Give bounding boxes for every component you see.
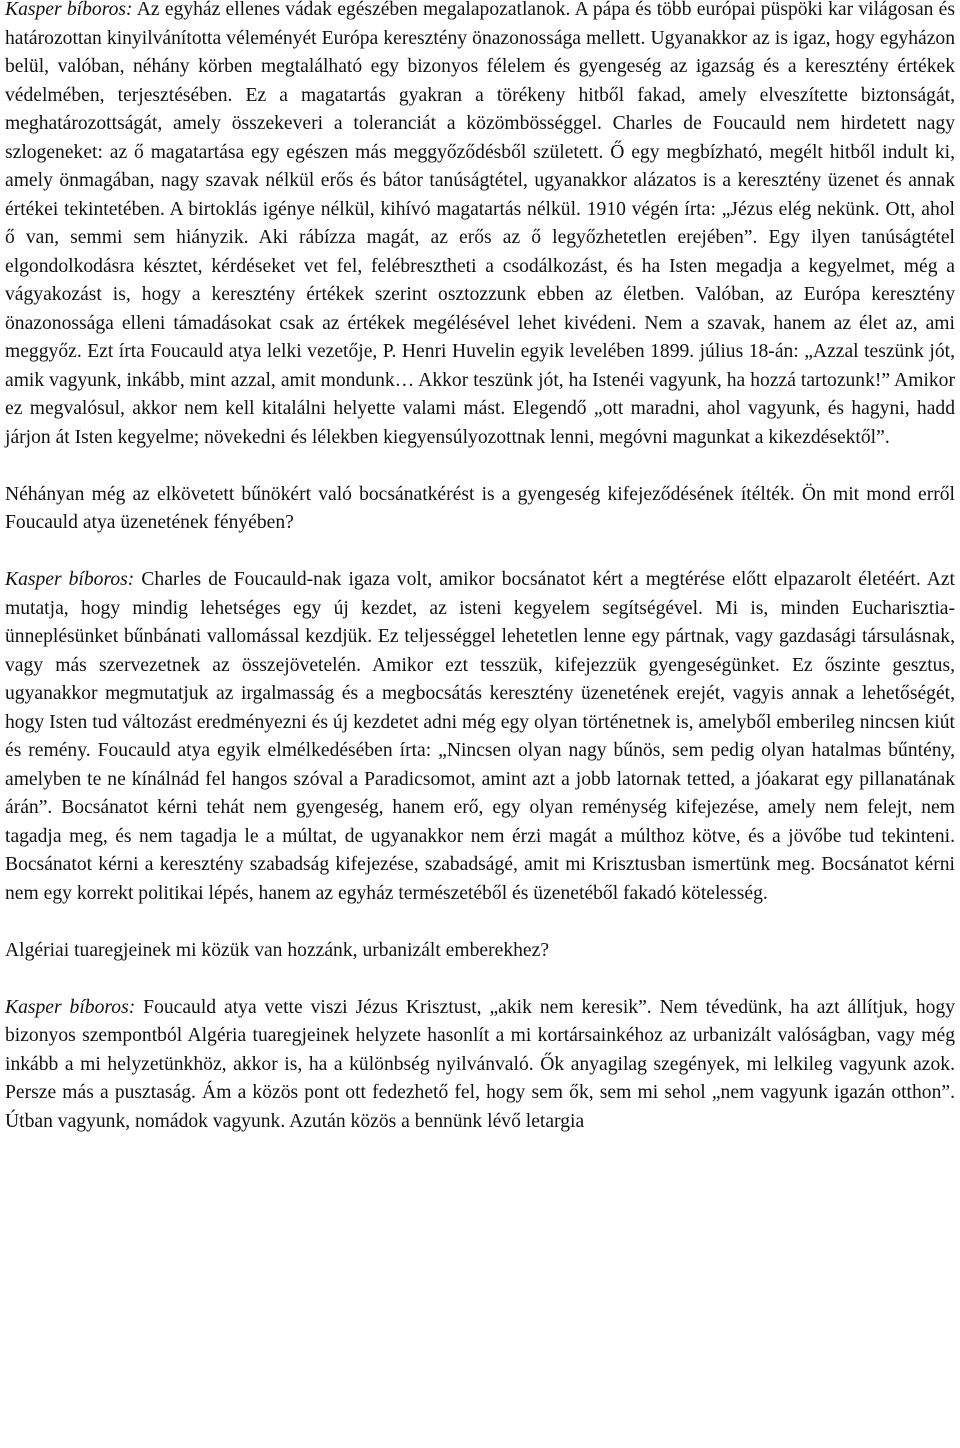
speaker-label: Kasper bíboros: bbox=[5, 0, 133, 20]
paragraph-answer-3 bbox=[5, 994, 955, 1137]
paragraph-text: Charles de Foucauld-nak igaza volt, amikor bocsánatot kért a megtérése előtt elpazarolt életéért. Azt mutatja, hogy mindig lehetséges egy új kezdet, az isteni kegyelem segítségével. Mi is, minden Eucharisztia-ünneplésünket bűnbánati vallomással kezdjük. Ez teljességgel lehetetlen lenne egy pártnak, vagy gazdasági társulásnak, vagy más szervezetnek az összejövetelén. Amikor ezt tesszük, kifejezzük gyengeségünket. Ez őszinte gesztus, ugyanakkor megmutatjuk az irgalmasság és a megbocsátás keresztény üzenetének erejét, vagyis annak a lehetőségét, hogy Isten tud változást eredményezni és új kezdetet adni még egy olyan történetnek is, amelyből emberileg nincsen kiút és remény. Foucauld atya egyik elmélkedésében írta: „Nincsen olyan nagy bűnös, sem pedig olyan hatalmas bűntény, amelyben te ne kínálnád fel hangos szóval a Paradicsomot, amint azt a jobb latornak tetted, a jóakarat egy pillanatának árán”. Bocsánatot kérni tehát nem gyengeség, hanem erő, egy olyan reménység kifejezése, amely nem felejt, nem tagadja meg, és nem tagadja le a múltat, de ugyanakkor nem érzi magát a múlthoz kötve, és a jövőbe tud tekinteni. Bocsánatot kérni a keresztény szabadság kifejezése, szabadságé, amit mi Krisztusban ismertünk meg. Bocsánatot kérni nem egy korrekt politikai lépés, hanem az egyház természetéből és üzenetéből fakadó kötelesség. bbox=[5, 569, 955, 904]
paragraph-text: Az egyház ellenes vádak egészében megalapozatlanok. A pápa és több európai püspöki kar világosan és határozottan kinyilvánította véleményét Európa keresztény önazonossága mellett. Ugyanakkor az is igaz, hogy egyházon belül, valóban, néhány körben megtalálható egy bizonyos félelem és gyengeség az igazság és a keresztény értékek védelmében, terjesztésében. Ez a magatartás gyakran a törékeny hitből fakad, amely elveszítette biztonságát, meghatározottságát, amely összekeveri a toleranciát a közömbösséggel. Charles de Foucauld nem hirdetett nagy szlogeneket: az ő magatartása egy egészen más meggyőződésből született. Ő egy megbízható, megélt hitből indult ki, amely önmagában, nagy szavak nélkül erős és bátor tanúságtétel, ugyanakkor alázatos is a keresztény üzenet és annak értékei tekintetében. A birtoklás igénye nélkül, kihívó magatartás nélkül. 1910 végén írta: „Jézus elég nekünk. Ott, ahol ő van, semmi sem hiányzik. Aki rábízza magát, az erős az ő legyőzhetetlen erejében”. Egy ilyen tanúságtétel elgondolkodásra késztet, kérdéseket vet fel, felébresztheti a csodálkozást, és ha Isten megadja a kegyelmet, még a vágyakozást is, hogy a keresztény értékek szerint osztozzunk ebben az életben. Valóban, az Európa keresztény önazonossága elleni támadásokat csak az értékek megélésével lehet kivédeni. Nem a szavak, hanem az élet az, ami meggyőz. Ezt írta Foucauld atya lelki vezetője, P. Henri Huvelin egyik levelében 1899. július 18-án: „Azzal teszünk jót, amik vagyunk, inkább, mint azzal, amit mondunk… Akkor teszünk jót, ha Istenéi vagyunk, ha hozzá tartozunk!” Amikor ez megvalósul, akkor nem kell kitalálni helyette valami mást. Elegendő „ott maradni, ahol vagyunk, és hagyni, hadd járjon át Isten kegyelme; növekedni és lélekben kiegyensúlyozottnak lenni, megóvni magunkat a kikezdésektől”. bbox=[5, 0, 956, 448]
paragraph-answer-1 bbox=[5, 0, 955, 452]
paragraph-text: Algériai tuaregjeinek mi közük van hozzánk, urbanizált emberekhez? bbox=[5, 939, 550, 961]
paragraph-text: Foucauld atya vette viszi Jézus Krisztust, „akik nem keresik”. Nem tévedünk, ha azt állítjuk, hogy bizonyos szempontból Algéria tuaregjeinek helyzete hasonlít a mi kortársainkéhoz az urbanizált valóságban, vagy még inkább a mi helyzetünkhöz, akkor is, ha a különbség nyilvánvaló. Ők anyagilag szegények, mi lelkileg vagyunk azok. Persze más a pusztaság. Ám a közös pont ott fedezhető fel, hogy sem ők, sem mi sehol „nem vagyunk igazán otthon”. Útban vagyunk, nomádok vagyunk. Azután közös a bennünk lévő letargia bbox=[5, 996, 956, 1132]
paragraph-question-1 bbox=[5, 481, 955, 538]
paragraph-answer-2 bbox=[5, 566, 955, 908]
speaker-label: Kasper bíboros: bbox=[5, 996, 136, 1018]
paragraph-question-2 bbox=[5, 937, 955, 966]
paragraph-text: Néhányan még az elkövetett bűnökért való bocsánatkérést is a gyengeség kifejeződésének ítélték. Ön mit mond erről Foucauld atya üzenetének fényében? bbox=[5, 483, 955, 533]
speaker-label: Kasper bíboros: bbox=[5, 569, 135, 590]
document-page bbox=[5, 0, 955, 1136]
